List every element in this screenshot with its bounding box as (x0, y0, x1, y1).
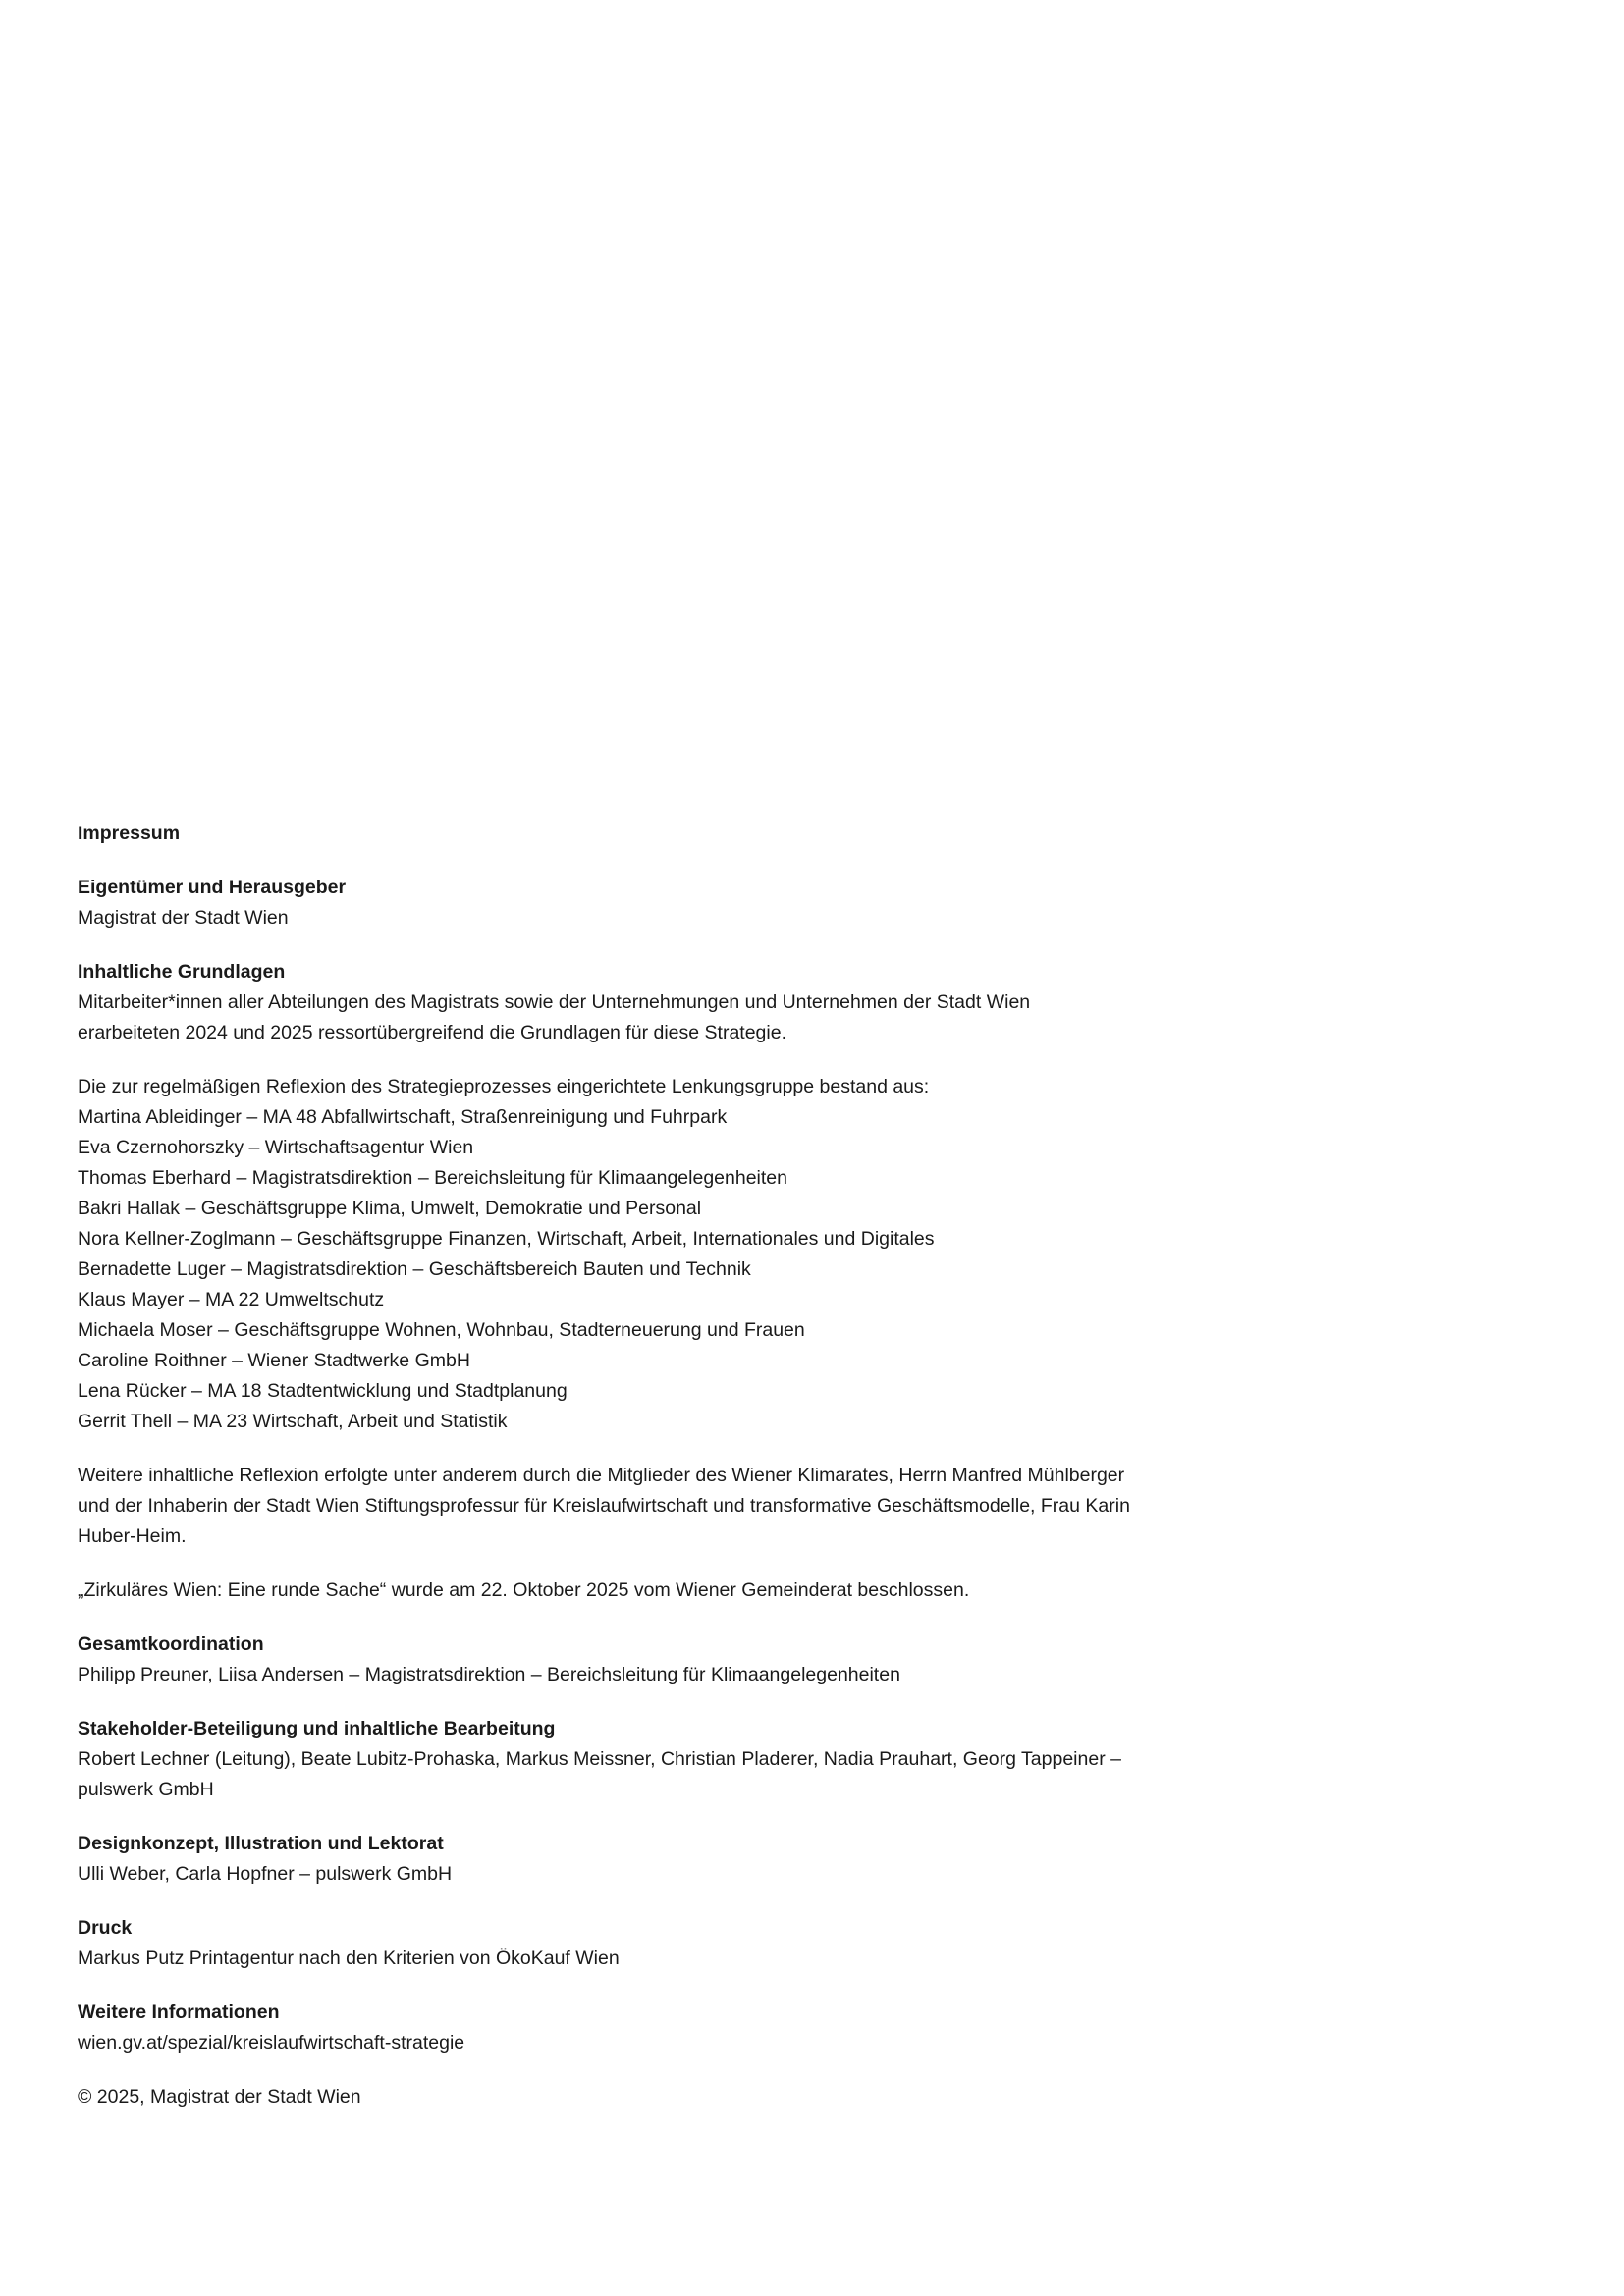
resolution-text: „Zirkuläres Wien: Eine runde Sache“ wurde am 22. Oktober 2025 vom Wiener Gemeinderat beschlossen. (78, 1579, 970, 1601)
stakeholder-heading: Stakeholder-Beteiligung und inhaltliche Bearbeitung (78, 1718, 556, 1739)
copyright-text: © 2025, Magistrat der Stadt Wien (78, 2086, 361, 2108)
steering-group-member: Eva Czernohorszky – Wirtschaftsagentur Wien (78, 1137, 474, 1158)
print-heading: Druck (78, 1917, 133, 1939)
coordination-text: Philipp Preuner, Liisa Andersen – Magistratsdirektion – Bereichsleitung für Klimaangelegenheiten (78, 1664, 900, 1685)
design-block (78, 1829, 1177, 1890)
steering-group-member: Thomas Eberhard – Magistratsdirektion – Bereichsleitung für Klimaangelegenheiten (78, 1167, 787, 1189)
further-reflection-line: Weitere inhaltliche Reflexion erfolgte unter anderem durch die Mitglieder des Wiener Klimarates, Herrn Manfred Mühlberger (78, 1465, 1125, 1486)
steering-group-block (78, 1072, 1177, 1437)
imprint-title-block (78, 819, 1177, 849)
imprint-section (78, 819, 1177, 2136)
steering-group-member: Klaus Mayer – MA 22 Umweltschutz (78, 1289, 385, 1310)
basics-line: Mitarbeiter*innen aller Abteilungen des Magistrats sowie der Unternehmungen und Unternehmen der Stadt Wien (78, 991, 1031, 1013)
steering-group-intro: Die zur regelmäßigen Reflexion des Strategieprozesses eingerichtete Lenkungsgruppe bestand aus: (78, 1076, 930, 1097)
steering-group-member: Martina Ableidinger – MA 48 Abfallwirtschaft, Straßenreinigung und Fuhrpark (78, 1106, 728, 1128)
steering-group-member: Bernadette Luger – Magistratsdirektion – Geschäftsbereich Bauten und Technik (78, 1258, 751, 1280)
basics-heading: Inhaltliche Grundlagen (78, 961, 286, 983)
stakeholder-line: Robert Lechner (Leitung), Beate Lubitz-Prohaska, Markus Meissner, Christian Pladerer, Nadia Prauhart, Georg Tappeiner – (78, 1748, 1121, 1770)
basics-line: erarbeiteten 2024 und 2025 ressortübergreifend die Grundlagen für diese Strategie. (78, 1022, 786, 1043)
owner-heading: Eigentümer und Herausgeber (78, 877, 347, 898)
more-info-link[interactable]: wien.gv.at/spezial/kreislaufwirtschaft-strategie (78, 2032, 465, 2054)
steering-group-member: Caroline Roithner – Wiener Stadtwerke GmbH (78, 1350, 470, 1371)
print-text: Markus Putz Printagentur nach den Kriterien von ÖkoKauf Wien (78, 1948, 620, 1969)
coordination-block (78, 1629, 1177, 1690)
imprint-title: Impressum (78, 823, 181, 844)
print-block (78, 1913, 1177, 1974)
further-reflection-line: und der Inhaberin der Stadt Wien Stiftungsprofessur für Kreislaufwirtschaft und transformative Geschäftsmodelle, Frau Karin (78, 1495, 1130, 1517)
stakeholder-block (78, 1714, 1177, 1805)
further-reflection-line: Huber-Heim. (78, 1525, 187, 1547)
basics-block (78, 957, 1177, 1048)
more-info-heading: Weitere Informationen (78, 2002, 280, 2023)
design-heading: Designkonzept, Illustration und Lektorat (78, 1833, 444, 1854)
more-info-block (78, 1998, 1177, 2058)
owner-block (78, 873, 1177, 934)
steering-group-member: Gerrit Thell – MA 23 Wirtschaft, Arbeit und Statistik (78, 1411, 508, 1432)
coordination-heading: Gesamtkoordination (78, 1633, 264, 1655)
steering-group-member: Nora Kellner-Zoglmann – Geschäftsgruppe Finanzen, Wirtschaft, Arbeit, Internationales und Digitales (78, 1228, 935, 1250)
resolution-block (78, 1575, 1177, 1606)
steering-group-member: Bakri Hallak – Geschäftsgruppe Klima, Umwelt, Demokratie und Personal (78, 1198, 702, 1219)
owner-text: Magistrat der Stadt Wien (78, 907, 289, 929)
steering-group-member: Michaela Moser – Geschäftsgruppe Wohnen, Wohnbau, Stadterneuerung und Frauen (78, 1319, 805, 1341)
stakeholder-line: pulswerk GmbH (78, 1779, 214, 1800)
steering-group-member: Lena Rücker – MA 18 Stadtentwicklung und Stadtplanung (78, 1380, 568, 1402)
further-reflection-block (78, 1461, 1177, 1552)
design-text: Ulli Weber, Carla Hopfner – pulswerk GmbH (78, 1863, 453, 1885)
copyright-block (78, 2082, 1177, 2112)
